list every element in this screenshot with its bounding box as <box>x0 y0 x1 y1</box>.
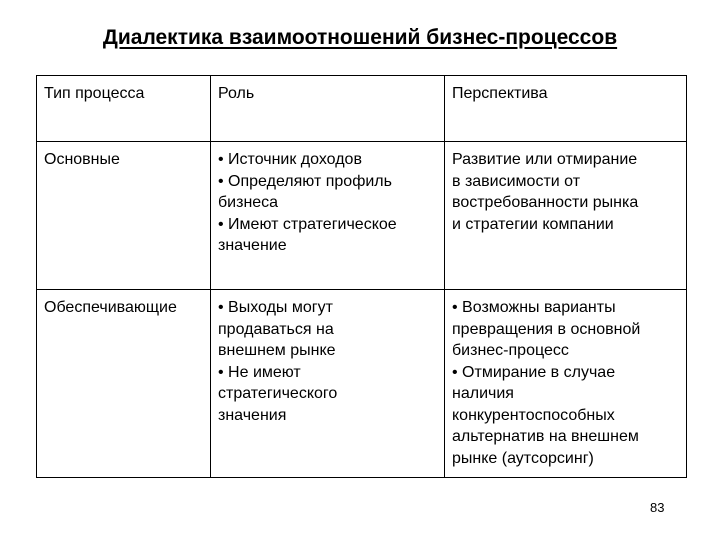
header-cell-type: Тип процесса <box>37 76 211 142</box>
cell-type: Основные <box>37 142 211 290</box>
cell-line: в зависимости от <box>452 172 581 190</box>
header-cell-role: Роль <box>211 76 445 142</box>
table-row <box>37 142 687 290</box>
cell-line: наличия <box>452 385 514 402</box>
page-number: 83 <box>650 500 665 515</box>
cell-line: стратегического <box>218 385 338 402</box>
cell-perspective <box>445 142 687 290</box>
cell-line: и стратегии компании <box>452 215 614 233</box>
cell-line: востребованности рынка <box>452 194 639 211</box>
cell-perspective <box>445 290 687 478</box>
cell-line: значения <box>218 406 287 424</box>
cell-line: продаваться на <box>218 320 334 338</box>
process-table <box>36 75 687 478</box>
cell-type: Обеспечивающие <box>37 290 211 478</box>
cell-line: превращения в основной <box>452 320 641 338</box>
table-row <box>37 290 687 478</box>
cell-line: • Не имеют <box>218 363 301 381</box>
cell-line: • Возможны варианты <box>452 299 616 316</box>
cell-line: внешнем рынке <box>218 342 336 359</box>
cell-line: рынке (аутсорсинг) <box>452 449 594 467</box>
header-cell-perspective: Перспектива <box>445 76 687 142</box>
slide-title <box>0 26 720 50</box>
table-header-row <box>37 76 687 142</box>
slide-title-text: Диалектика взаимоотношений бизнес-процессов <box>102 26 618 49</box>
cell-role <box>211 142 445 290</box>
cell-line: • Выходы могут <box>218 299 333 316</box>
cell-line: • Имеют стратегическое <box>218 215 397 233</box>
cell-line: Развитие или отмирание <box>452 151 638 168</box>
cell-line: • Определяют профиль <box>218 172 392 190</box>
cell-line: • Отмирание в случае <box>452 363 616 381</box>
cell-line: • Источник доходов <box>218 151 362 168</box>
cell-line: бизнес-процесс <box>452 342 569 359</box>
cell-line: альтернатив на внешнем <box>452 428 639 445</box>
cell-line: конкурентоспособных <box>452 406 615 424</box>
cell-role <box>211 290 445 478</box>
cell-line: бизнеса <box>218 194 279 211</box>
cell-line: значение <box>218 237 287 254</box>
